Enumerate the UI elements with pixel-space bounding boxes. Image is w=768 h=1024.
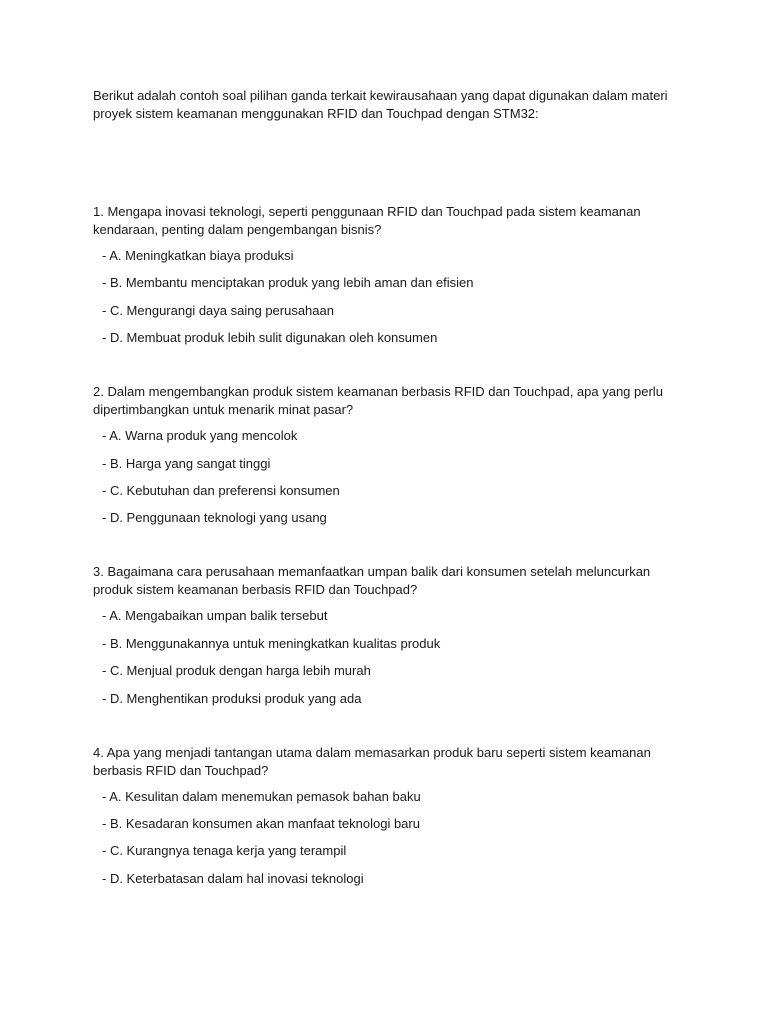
option-c: - C. Kurangnya tenaga kerja yang terampil — [102, 843, 347, 859]
question-1 — [93, 203, 683, 347]
option-b: - B. Kesadaran konsumen akan manfaat teknologi baru — [102, 815, 420, 831]
question-text: 3. Bagaimana cara perusahaan memanfaatkan umpan balik dari konsumen setelah meluncurkan produk sistem keamanan berbasis RFID dan Touchpad? — [93, 564, 651, 598]
question-4 — [93, 744, 683, 888]
document-content — [93, 87, 683, 924]
option-a: - A. Meningkatkan biaya produksi — [102, 248, 294, 263]
option-b: - B. Menggunakannya untuk meningkatkan kualitas produk — [102, 635, 441, 651]
question-text: 1. Mengapa inovasi teknologi, seperti penggunaan RFID dan Touchpad pada sistem keamanan kendaraan, penting dalam pengembangan bisnis? — [93, 204, 641, 237]
question-2 — [93, 383, 683, 527]
intro-paragraph: Berikut adalah contoh soal pilihan ganda terkait kewirausahaan yang dapat digunakan dalam materi proyek sistem keamanan menggunakan RFID dan Touchpad dengan STM32: — [93, 88, 668, 121]
question-3 — [93, 563, 683, 707]
option-c: - C. Mengurangi daya saing perusahaan — [102, 302, 334, 318]
question-text: 2. Dalam mengembangkan produk sistem keamanan berbasis RFID dan Touchpad, apa yang perlu dipertimbangkan untuk menarik minat pasar? — [93, 384, 663, 418]
option-d: - D. Menghentikan produksi produk yang ada — [102, 690, 362, 706]
option-d: - D. Penggunaan teknologi yang usang — [102, 510, 327, 526]
option-b: - B. Membantu menciptakan produk yang lebih aman dan efisien — [102, 275, 474, 291]
option-a: - A. Warna produk yang mencolok — [102, 428, 298, 444]
option-d: - D. Membuat produk lebih sulit digunakan oleh konsumen — [102, 330, 438, 346]
question-text: 4. Apa yang menjadi tantangan utama dalam memasarkan produk baru seperti sistem keamanan berbasis RFID dan Touchpad? — [93, 744, 651, 778]
option-a: - A. Mengabaikan umpan balik tersebut — [102, 608, 328, 624]
question-list — [93, 203, 683, 888]
option-c: - C. Kebutuhan dan preferensi konsumen — [102, 482, 340, 498]
option-c: - C. Menjual produk dengan harga lebih murah — [102, 663, 371, 679]
option-a: - A. Kesulitan dalam menemukan pemasok bahan baku — [102, 788, 421, 804]
option-d: - D. Keterbatasan dalam hal inovasi teknologi — [102, 870, 364, 886]
option-b: - B. Harga yang sangat tinggi — [102, 455, 271, 471]
